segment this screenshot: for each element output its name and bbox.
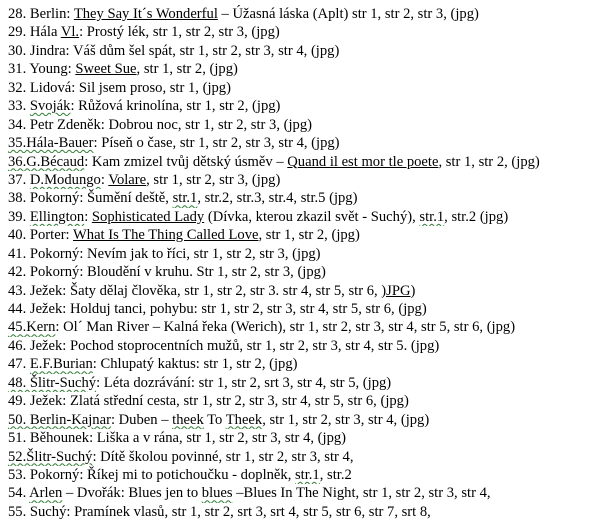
song-line — [8, 263, 614, 281]
line-text: 54. — [8, 485, 30, 502]
line-text: , str.2, str.3, str.4, str.5 (jpg) — [197, 190, 358, 207]
song-line — [8, 503, 614, 521]
song-line — [8, 245, 614, 263]
line-text: : — [84, 208, 92, 225]
line-text: 49. Ježek: Zlatá střední cesta, str 1, str 2, str 3, str 4, str 5, str 6, (jpg) — [8, 393, 409, 410]
song-line — [8, 5, 614, 23]
line-text: : Duben – — [110, 411, 173, 428]
spellcheck-flagged-text: theek — [172, 411, 204, 428]
line-text: 55. Suchý: Pramínek vlasů, str 1, str 2, srt 3, srt 4, str 5, str 6, str 7, srt 8, — [8, 503, 431, 520]
song-line — [8, 116, 614, 134]
song-line — [8, 42, 614, 60]
song-line — [8, 153, 614, 171]
line-text: : Chlupatý kaktus: str 1, str 2, (jpg) — [92, 356, 298, 373]
underlined-text: Quand il est mor tle poete — [287, 153, 439, 170]
song-line — [8, 226, 614, 244]
underlined-text: )JPG — [381, 282, 411, 299]
line-text: – Dvořák: Blues jen to — [62, 485, 202, 502]
spellcheck-flagged-text: E.F.Burian — [29, 356, 93, 373]
line-text: 41. Pokorný: Nevím jak to říci, str 1, str 2, str 3, (jpg) — [8, 245, 321, 262]
line-text: 47. — [8, 356, 30, 373]
spellcheck-flagged-text: str.1 — [295, 466, 320, 483]
underlined-text: What Is The Thing Called Love — [73, 227, 259, 244]
spellcheck-flagged-text: str.1 — [419, 208, 445, 225]
line-text: 34. Petr Zdeněk: Dobrou noc, str 1, str 2, str 3, (jpg) — [8, 116, 312, 133]
line-text: 29. Hála — [8, 24, 61, 41]
line-text: 30. Jindra: Váš dům šel spát, str 1, str 2, str 3, str 4, (jpg) — [8, 42, 340, 59]
song-line — [8, 466, 614, 484]
line-text: , str.2 — [319, 466, 352, 483]
song-line — [8, 484, 614, 502]
song-line — [8, 134, 614, 152]
song-list — [8, 5, 614, 521]
song-line — [8, 392, 614, 410]
line-text: : Léta dozrávání: str 1, str 2, srt 3, str 4, str 5, (jpg) — [96, 374, 392, 391]
song-line — [8, 60, 614, 78]
song-line — [8, 448, 614, 466]
line-text: ) — [410, 282, 416, 299]
song-line — [8, 300, 614, 318]
line-text: 38. Pokorný: Šumění deště, — [8, 190, 173, 207]
song-line — [8, 374, 614, 392]
song-line — [8, 208, 614, 226]
song-line — [8, 355, 614, 373]
spellcheck-flagged-text: 35.Hála-Bauer — [8, 135, 94, 152]
underlined-text: Sophisticated Lady — [91, 208, 205, 225]
line-text: : Kam zmizel tvůj dětský úsměv – — [84, 153, 288, 170]
line-text: 28. Berlin: — [8, 6, 74, 22]
line-text: 44. Ježek: Holduj tanci, pohybu: str 1, str 2, str 3, str 4, str 5, str 6, (jpg) — [8, 301, 427, 317]
spellcheck-flagged-text: 50. Berlin-Kajnar — [8, 411, 111, 428]
line-text: : Píseň o čase, str 1, str 2, str 3, str 4, (jpg) — [93, 135, 340, 152]
underlined-text: They Say It´s Wonderful — [73, 6, 218, 22]
line-text: –Blues In The Night, str 1, str 2, str 3, str 4, — [232, 485, 491, 502]
line-text: , str 1, str 2, str 3, str 4, (jpg) — [262, 411, 430, 428]
line-text: 42. Pokorný: Bloudění v kruhu. Str 1, str 2, str 3, (jpg) — [8, 264, 326, 281]
line-text: (Dívka, kterou zkazil svět - Suchý), — [204, 208, 420, 225]
song-line — [8, 189, 614, 207]
line-text: : Prostý lék, str 1, str 2, str 3, (jpg) — [79, 24, 280, 41]
spellcheck-flagged-text: Arlen — [29, 485, 63, 502]
song-line — [8, 429, 614, 447]
underlined-text: Volare — [108, 171, 147, 188]
line-text: : Růžová krinolína, str 1, str 2, (jpg) — [70, 98, 281, 115]
song-line — [8, 171, 614, 189]
line-text: 31. Young: — [8, 61, 76, 78]
line-text: , str 1, str 2, (jpg) — [438, 153, 540, 170]
spellcheck-flagged-text: 52.Šlitr-Suchý — [8, 448, 93, 465]
line-text: : Ol´ Man River – Kalná řeka (Werich), str 1, str 2, str 3, str 4, str 5, str 6, (jpg) — [55, 319, 516, 336]
line-text: , str 1, str 2, (jpg) — [136, 61, 238, 78]
line-text: 40. Porter: — [8, 227, 73, 244]
line-text: : — [100, 171, 109, 188]
line-text: 53. Pokorný: Říkej mi to potichoučku - doplněk, — [8, 466, 295, 483]
song-line — [8, 23, 614, 41]
line-text: , str 1, str 2, (jpg) — [258, 227, 360, 244]
line-text: 32. Lidová: Sil jsem proso, str 1, (jpg) — [8, 79, 231, 96]
song-line — [8, 411, 614, 429]
line-text: 46. Ježek: Pochod stoprocentních mužů, str 1, str 2, str 3, str 4, str 5. (jpg) — [8, 337, 440, 354]
song-line — [8, 97, 614, 115]
spellcheck-flagged-text: Svoják — [29, 98, 71, 115]
line-text: 33. — [8, 98, 30, 115]
line-text: , str 1, str 2, str 3, (jpg) — [146, 171, 281, 188]
line-text: 51. Běhounek: Liška a v rána, str 1, str 2, str 3, str 4, (jpg) — [8, 430, 347, 447]
spellcheck-flagged-text: Theek — [225, 411, 263, 428]
line-text: – Úžasná láska (Aplt) str 1, str 2, str 3, (jpg) — [217, 6, 479, 22]
spellcheck-flagged-text: Ellington — [29, 208, 85, 225]
line-text: : Dítě školou povinné, str 1, str 2, str 3, str 4, — [92, 448, 354, 465]
spellcheck-flagged-text: D.Modungo — [29, 171, 101, 188]
song-line — [8, 79, 614, 97]
line-text: 39. — [8, 208, 30, 225]
underlined-text: Sweet Sue — [75, 61, 137, 78]
spellcheck-flagged-text: str.1 — [172, 190, 198, 207]
spellcheck-flagged-text: 45.Kern — [8, 319, 56, 336]
spellcheck-flagged-text: 48. Šlitr-Suchý — [8, 374, 97, 391]
song-line — [8, 282, 614, 300]
spellcheck-flagged-text: blues — [201, 485, 233, 502]
line-text: To — [203, 411, 226, 428]
song-line — [8, 318, 614, 336]
line-text: , str.2 (jpg) — [444, 208, 509, 225]
underlined-text: Vl. — [60, 24, 80, 41]
song-line — [8, 337, 614, 355]
spellcheck-flagged-text: 36.G.Bécaud — [8, 153, 85, 170]
line-text: 43. Ježek: Šaty dělaj člověka, str 1, str 2, str 3. str 4, str 5, str 6, — [8, 282, 382, 299]
line-text: 37. — [8, 171, 30, 188]
